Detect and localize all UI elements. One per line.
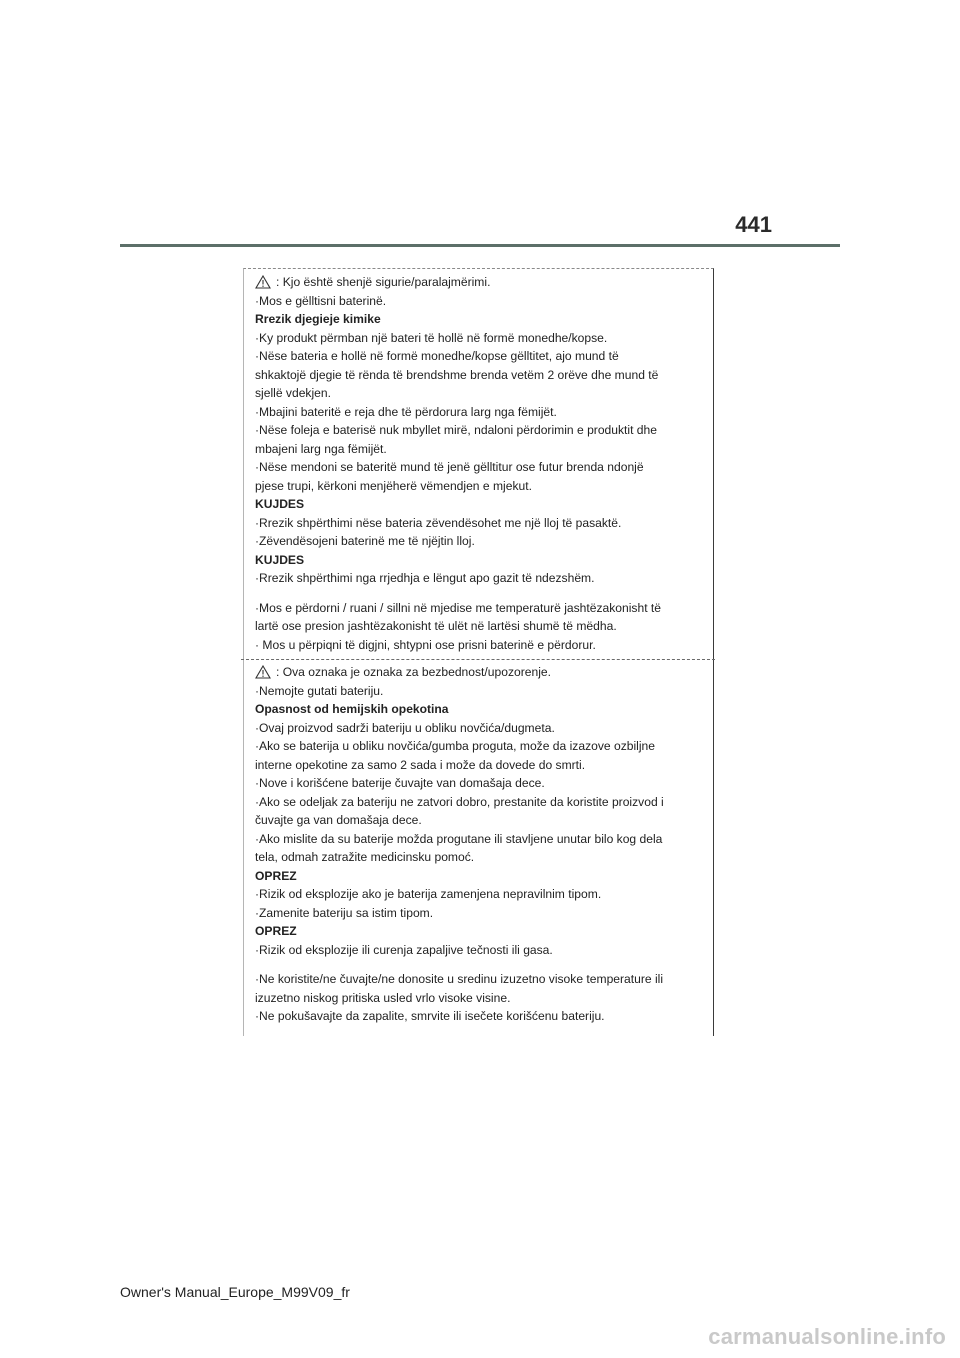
footer-manual-id: Owner's Manual_Europe_M99V09_fr bbox=[120, 1284, 350, 1300]
section-heading: Opasnost od hemijskih opekotina bbox=[255, 702, 449, 716]
text-line: ·Rizik od eksplozije ili curenja zapaljive tečnosti ili gasa. bbox=[255, 942, 553, 957]
page-number: 441 bbox=[735, 212, 772, 237]
header-rule bbox=[120, 244, 840, 247]
text-line: ·Ako se baterija u obliku novčića/gumba proguta, može da izazove ozbiljne bbox=[255, 739, 655, 753]
text-line: ·Ky produkt përmban një bateri të hollë në formë monedhe/kopse. bbox=[255, 330, 608, 345]
text-line: ·Ako mislite da su baterije možda progutane ili stavljene unutar bilo kog dela bbox=[255, 831, 663, 846]
text-line: ·Nëse bateria e hollë në formë monedhe/kopse gëlltitet, ajo mund të bbox=[255, 349, 619, 363]
text-line: pjese trupi, kërkoni menjëherë vëmendjen e mjekut. bbox=[255, 478, 532, 493]
caution-heading: KUJDES bbox=[255, 497, 305, 511]
text-line: ·Ne pokušavajte da zapalite, smrvite ili isečete korišćenu bateriju. bbox=[255, 1009, 605, 1023]
albanian-warning-section bbox=[244, 273, 713, 654]
text-line: ·Zamenite bateriju sa istim tipom. bbox=[255, 905, 434, 920]
text-line: ·Zëvendësojeni baterinë me të njëjtin lloj. bbox=[255, 534, 475, 548]
section-divider bbox=[241, 659, 715, 660]
text-line: ·Nëse mendoni se bateritë mund të jenë gëlltitur ose futur brenda ndonjë bbox=[255, 460, 644, 474]
text-line: ·Rizik od eksplozije ako je baterija zamenjena nepravilnim tipom. bbox=[255, 887, 602, 901]
text-line: ·Mbajini bateritë e reja dhe të përdorura larg nga fëmijët. bbox=[255, 404, 557, 419]
text-line: mbajeni larg nga fëmijët. bbox=[255, 441, 387, 456]
text-line: shkaktojë djegie të rënda të brendshme brenda vetëm 2 orëve dhe mund të bbox=[255, 367, 659, 382]
text-line: ·Ne koristite/ne čuvajte/ne donosite u sredinu izuzetno visoke temperature ili bbox=[255, 972, 664, 986]
text-line: ·Nove i korišćene baterije čuvajte van domašaja dece. bbox=[255, 776, 545, 790]
text-line: ·Rrezik shpërthimi nëse bateria zëvendësohet me një lloj të pasaktë. bbox=[255, 515, 622, 530]
text-line: tela, odmah zatražite medicinsku pomoć. bbox=[255, 850, 475, 864]
warning-triangle-icon bbox=[255, 275, 271, 289]
text-line: · Mos u përpiqni të digjni, shtypni ose prisni baterinë e përdorur. bbox=[255, 637, 596, 652]
warning-line bbox=[255, 273, 703, 292]
text-line: ·Nëse foleja e baterisë nuk mbyllet mirë, ndaloni përdorimin e produktit dhe bbox=[255, 423, 657, 437]
caution-heading: OPREZ bbox=[255, 924, 297, 938]
spacer bbox=[255, 588, 703, 599]
scanned-warning-label bbox=[243, 268, 714, 1036]
warning-triangle-icon bbox=[255, 665, 271, 679]
site-watermark: carmanualsonline.info bbox=[708, 1324, 946, 1349]
text-line: ·Nemojte gutati bateriju. bbox=[255, 683, 384, 698]
serbian-warning-section bbox=[244, 663, 713, 1026]
text-line: ·Ovaj proizvod sadrži bateriju u obliku novčića/dugmeta. bbox=[255, 720, 555, 735]
caution-heading: OPREZ bbox=[255, 868, 297, 883]
text-line: lartë ose presion jashtëzakonisht të ulët në lartësi shumë të mëdha. bbox=[255, 619, 617, 633]
text-line: sjellë vdekjen. bbox=[255, 386, 331, 400]
text-line: ·Mos e gëlltisni baterinë. bbox=[255, 293, 387, 308]
section-heading: Rrezik djegieje kimike bbox=[255, 312, 381, 326]
warning-label-text: : Kjo është shenjë sigurie/paralajmërimi. bbox=[276, 275, 491, 289]
text-line: izuzetno niskog pritiska usled vrlo visoke visine. bbox=[255, 990, 511, 1005]
text-line: ·Mos e përdorni / ruani / sillni në mjedise me temperaturë jashtëzakonisht të bbox=[255, 600, 662, 615]
spacer bbox=[255, 959, 703, 970]
text-line: ·Ako se odeljak za bateriju ne zatvori dobro, prestanite da koristite proizvod i bbox=[255, 794, 664, 809]
warning-label-text: : Ova oznaka je oznaka za bezbednost/upozorenje. bbox=[276, 665, 551, 679]
caution-heading: KUJDES bbox=[255, 552, 305, 567]
warning-line bbox=[255, 663, 703, 682]
text-line: interne opekotine za samo 2 sada i može da dovede do smrti. bbox=[255, 757, 586, 772]
text-line: ·Rrezik shpërthimi nga rrjedhja e lëngut apo gazit të ndezshëm. bbox=[255, 571, 595, 585]
text-line: čuvajte ga van domašaja dece. bbox=[255, 813, 422, 827]
